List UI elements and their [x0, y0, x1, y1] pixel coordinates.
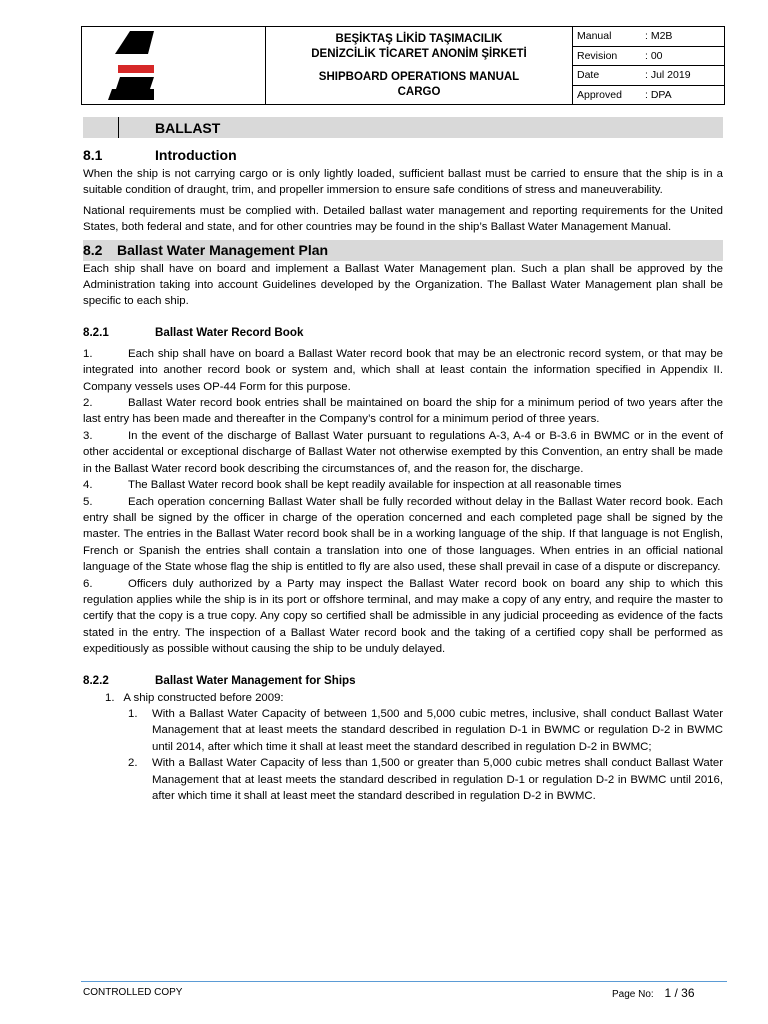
header-title-block: [266, 27, 573, 104]
meta-row-revision: [573, 47, 724, 67]
meta-row-manual: [573, 27, 724, 47]
section-title: Ballast Water Record Book: [155, 325, 304, 339]
section-number: 8.2.1: [83, 325, 109, 339]
list-item: 1. Each ship shall have on board a Ballast Water record book that may be an electronic record system, or that may be integrated into another record book or system and, which shall at least contain the information specified in Appendix II. Company vessels uses OP-44 Form for this purpose.: [83, 347, 723, 393]
logo-flag-icon: [82, 27, 265, 104]
chapter-heading: [83, 117, 723, 138]
meta-key: Manual: [577, 30, 612, 43]
meta-value: : Jul 2019: [645, 69, 691, 82]
section-number: 8.1: [83, 147, 103, 163]
company-name-line1: BEŞİKTAŞ LİKİD TAŞIMACILIK: [335, 32, 503, 45]
meta-value: : M2B: [645, 30, 673, 43]
manual-title: SHIPBOARD OPERATIONS MANUAL: [318, 70, 520, 83]
meta-value: : 00: [645, 49, 663, 62]
page-label: Page No:: [612, 989, 654, 1000]
paragraph: When the ship is not carrying cargo or is only lightly loaded, sufficient ballast must be carried to ensure that the ship is in a suitable condition of draught, trim, and propeller immersion to ensure safe conditions of stress and maneuverability.: [83, 168, 723, 197]
chapter-title: BALLAST: [155, 119, 221, 136]
list-item: 4. The Ballast Water record book shall be kept readily available for inspection at all reasonable times: [83, 479, 622, 492]
section-8-2-2-heading: [83, 672, 723, 690]
section-8-2-heading: [83, 240, 723, 261]
list-item: 3. In the event of the discharge of Ballast Water pursuant to regulations A-3, A-4 or B-3.6 in BWMC or in the event of other accidental or exceptional discharge of Ballast Water not otherwise exempted by this Convention, an entry shall be made in the Ballast Water record book describing the circumstances of, and the reason for, the discharge.: [83, 429, 723, 475]
paragraph: National requirements must be complied with. Detailed ballast water management and reporting requirements for the United States, both federal and state, and for other countries may be found in the ship’s Ballast Water Management Manual.: [83, 204, 723, 234]
footer-controlled-copy: CONTROLLED COPY: [83, 987, 183, 998]
list-item: 5. Each operation concerning Ballast Water shall be fully recorded without delay in the Ballast Water record book. Each entry shall be signed by the officer in charge of the operation concerned and each completed page shall be signed by the master. The entries in the Ballast Water record book shall be in a working language of the ship. If that language is not English, French or Spanish the entries shall contain a translation into one of those languages. When entries in an official national language of the State whose flag the ship is entitled to fly are also used, these shall prevail in case of a dispute or discrepancy.: [83, 495, 723, 574]
meta-row-approved: [573, 86, 724, 105]
section-title: Ballast Water Management Plan: [117, 242, 329, 259]
company-name-line2: DENİZCİLİK TİCARET ANONİM ŞİRKETİ: [311, 47, 527, 60]
company-logo: [82, 27, 266, 104]
list-item: 6. Officers duly authorized by a Party may inspect the Ballast Water record book on board any ship to which this regulation applies while the ship is in its port or offshore terminal, and may make a copy of any entry, and require the master to certify that the copy is a true copy. Any copy so certified shall be admissible in any judicial proceeding as evidence of the facts stated in the entry. The inspection of a Ballast Water record book and the taking of a certified copy shall be performed as expeditiously as possible without causing the ship to be unduly delayed.: [83, 577, 723, 656]
document-content: [83, 117, 723, 804]
meta-key: Date: [577, 69, 600, 82]
section-8-1-heading: [83, 144, 723, 166]
header-meta: [573, 27, 724, 104]
list-item: 1. A ship constructed before 2009:: [105, 691, 284, 704]
footer-rule: [81, 981, 727, 982]
section-number: 8.2: [83, 242, 103, 259]
meta-row-date: [573, 66, 724, 86]
sub-list-item: 1. With a Ballast Water Capacity of between 1,500 and 5,000 cubic metres, inclusive, shall conduct Ballast Water Management that at least meets the standard described in regulation D-1 in BWMC or regulation D-2 in BWMC until 2014, after which time it shall at least meet the standard described in regulation D-2 in BWMC;: [128, 707, 723, 753]
section-number: 8.2.2: [83, 673, 109, 687]
list-item: 2. Ballast Water record book entries shall be maintained on board the ship for a minimum period of two years after the last entry has been made and thereafter in the Company’s control for a minimum period of three years.: [83, 397, 723, 426]
section-title: Introduction: [155, 147, 237, 163]
sub-list-item: 2. With a Ballast Water Capacity of less than 1,500 or greater than 5,000 cubic metres shall conduct Ballast Water Management that at least meets the standard described in regulation D-1 or regulation D-2 in BWMC until 2016, after which time it shall at least meet the standard described in regulation D-2 in BWMC.: [128, 757, 723, 802]
meta-key: Approved: [577, 88, 622, 101]
footer-page-number: [612, 986, 695, 1000]
paragraph: Each ship shall have on board and implement a Ballast Water Management plan. Such a plan shall be approved by the Administration taking into account Guidelines developed by the Organization. The Ballast Water Management plan shall be specific to each ship.: [83, 262, 723, 308]
header-table: [81, 26, 725, 105]
section-8-2-1-heading: [83, 324, 723, 342]
meta-value: : DPA: [645, 88, 672, 101]
meta-key: Revision: [577, 49, 618, 62]
page-value: 1 / 36: [664, 986, 695, 1000]
manual-section-title: CARGO: [397, 85, 441, 98]
section-title: Ballast Water Management for Ships: [155, 673, 356, 687]
